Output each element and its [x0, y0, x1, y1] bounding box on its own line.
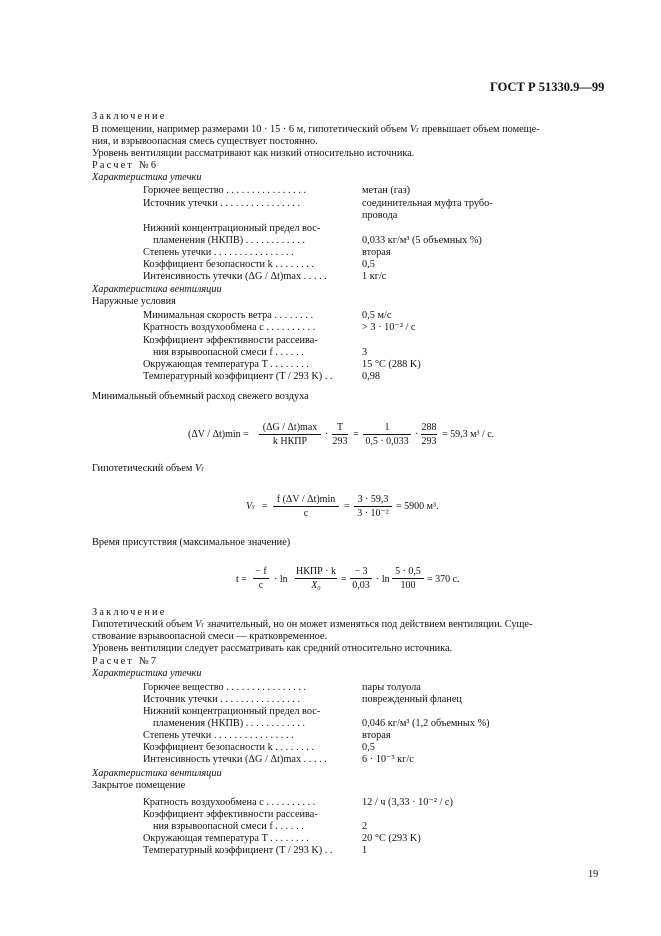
param-label: ния взрывоопасной смеси f . . . . . .	[153, 821, 304, 832]
param-value: 20 °C (293 K)	[362, 833, 421, 844]
param-label: Источник утечки . . . . . . . . . . . . . . . .	[143, 198, 301, 209]
param-value: 3	[362, 347, 368, 358]
paragraph-line: Уровень вентиляции рассматривают как низкий относительно источника.	[92, 148, 415, 159]
param-value: 0,5	[362, 259, 375, 270]
ventilation-heading: Характеристика вентиляции	[92, 768, 222, 779]
param-value: > 3 · 10⁻² / с	[362, 322, 416, 333]
page-number: 19	[588, 869, 599, 880]
formula-intro: Время присутствия (максимальное значение)	[92, 537, 291, 548]
formula-intro: Гипотетический объем Vг	[92, 463, 205, 474]
param-label: пламенения (НКПВ) . . . . . . . . . . . .	[153, 235, 305, 246]
param-label: Степень утечки . . . . . . . . . . . . . . . .	[143, 247, 294, 258]
paragraph-line: Уровень вентиляции следует рассматривать как средний относительно источника.	[92, 643, 453, 654]
ventilation-heading: Характеристика вентиляции	[92, 284, 222, 295]
param-label: Кратность воздухообмена c . . . . . . . . . .	[143, 322, 316, 333]
leak-heading: Характеристика утечки	[92, 668, 202, 679]
leak-heading: Характеристика утечки	[92, 172, 202, 183]
paragraph-line: В помещении, например размерами 10 · 15 · 6 м, гипотетический объем Vг превышает объем помеще-	[92, 124, 540, 135]
param-value: вторая	[362, 730, 391, 741]
conclusion-heading: Заключение	[92, 607, 167, 618]
param-label: Коэффициент безопасности k . . . . . . . .	[143, 259, 314, 270]
param-label: Источник утечки . . . . . . . . . . . . . . . .	[143, 694, 301, 705]
formula-intro: Минимальный объемный расход свежего воздуха	[92, 391, 309, 402]
param-value: провода	[362, 210, 398, 221]
param-value: 1 кг/с	[362, 271, 387, 282]
param-label: Интенсивность утечки (ΔG / Δt)max . . . . .	[143, 754, 327, 765]
param-label: ния взрывоопасной смеси f . . . . . .	[153, 347, 304, 358]
param-value: 0,98	[362, 371, 381, 382]
param-value: вторая	[362, 247, 391, 258]
document-id: ГОСТ Р 51330.9—99	[490, 80, 605, 94]
param-value: поврежденный фланец	[362, 694, 462, 705]
param-value: 0,5	[362, 742, 375, 753]
param-value: 0,046 кг/м³ (1,2 объемных %)	[362, 718, 490, 729]
param-label: Нижний концентрационный предел вос-	[143, 706, 321, 717]
param-label: Горючее вещество . . . . . . . . . . . . . . . .	[143, 185, 307, 196]
conditions-label: Закрытое помещение	[92, 780, 186, 791]
param-label: Температурный коэффициент (T / 293 K) . .	[143, 371, 333, 382]
paragraph-line: ствование взрывоопасной смеси — кратковременное.	[92, 631, 328, 642]
param-label: Степень утечки . . . . . . . . . . . . . . . .	[143, 730, 294, 741]
param-label: Коэффициент эффективности рассеива-	[143, 335, 318, 346]
param-value: 15 °C (288 K)	[362, 359, 421, 370]
param-value: 1	[362, 845, 368, 856]
paragraph-line: Гипотетический объем Vг значительный, но он может изменяться под действием вентиляции. Суще-	[92, 619, 533, 630]
calc-heading: Расчет №6	[92, 160, 159, 171]
param-label: Коэффициент эффективности рассеива-	[143, 809, 318, 820]
param-value: пары толуола	[362, 682, 421, 693]
param-label: Интенсивность утечки (ΔG / Δt)max . . . . .	[143, 271, 327, 282]
param-value: 2	[362, 821, 368, 832]
param-label: Минимальная скорость ветра . . . . . . . .	[143, 310, 314, 321]
param-value: соединительная муфта трубо-	[362, 198, 493, 209]
paragraph-line: ния, и взрывоопасная смесь существует постоянно.	[92, 136, 318, 147]
param-value: метан (газ)	[362, 185, 411, 196]
param-label: Окружающая температура T . . . . . . . .	[143, 833, 309, 844]
param-label: Кратность воздухообмена c . . . . . . . . . .	[143, 797, 316, 808]
param-value: 6 · 10⁻³ кг/с	[362, 754, 414, 765]
conclusion-heading: Заключение	[92, 111, 167, 122]
param-label: Температурный коэффициент (T / 293 K) . .	[143, 845, 333, 856]
param-label: Коэффициент безопасности k . . . . . . . .	[143, 742, 314, 753]
param-label: Окружающая температура T . . . . . . . .	[143, 359, 309, 370]
param-label: Горючее вещество . . . . . . . . . . . . . . . .	[143, 682, 307, 693]
param-value: 12 / ч (3,33 · 10⁻² / с)	[362, 797, 453, 808]
param-label: пламенения (НКПВ) . . . . . . . . . . . .	[153, 718, 305, 729]
param-value: 0,5 м/с	[362, 310, 392, 321]
calc-heading: Расчет №7	[92, 656, 159, 667]
conditions-label: Наружные условия	[92, 296, 176, 307]
param-label: Нижний концентрационный предел вос-	[143, 223, 321, 234]
param-value: 0,033 кг/м³ (5 объемных %)	[362, 235, 482, 246]
